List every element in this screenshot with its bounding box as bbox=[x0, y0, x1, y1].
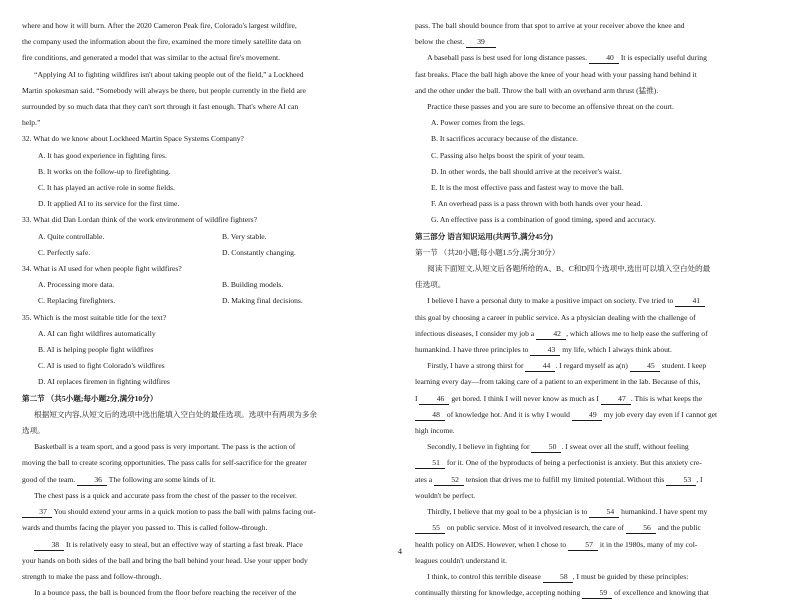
right-column bbox=[415, 18, 787, 601]
text-line: The chest pass is a quick and accurate pass from the chest of the passer to the receiver. bbox=[34, 490, 297, 500]
text-line: Basketball is a team sport, and a good pass is very important. The pass is the action of bbox=[34, 442, 296, 452]
choice-option: F. An overhead pass is a pass thrown with both hands over your head. bbox=[431, 199, 643, 209]
passage-paragraph bbox=[22, 537, 394, 586]
text-line: get bored. I think I will never know as much as I bbox=[449, 393, 601, 403]
question-stem: 35. Which is the most suitable title for the text? bbox=[22, 312, 167, 322]
cloze-paragraph bbox=[415, 293, 787, 358]
page-number: 4 bbox=[398, 547, 402, 556]
text-line: where and how it will burn. After the 2020 Cameron Peak fire, Colorado's largest wildfire, bbox=[22, 21, 297, 30]
text-line: this goal by choosing a career in public service. As a physician dealing with the challenge of bbox=[415, 312, 696, 322]
left-column bbox=[22, 18, 394, 601]
answer-blank[interactable]: 54 bbox=[589, 506, 619, 518]
text-line: and the public bbox=[655, 523, 701, 533]
text-line: help.” bbox=[22, 118, 41, 128]
text-line: below the chest. bbox=[415, 37, 467, 47]
question-32 bbox=[22, 131, 394, 212]
answer-blank[interactable]: 46 bbox=[419, 393, 449, 405]
text-line: humankind. I have three principles to bbox=[415, 345, 531, 355]
answer-option: A. Quite controllable. bbox=[38, 231, 105, 241]
text-line: pass. The ball should bounce from that spot to arrive at your receiver above the knee and bbox=[415, 21, 685, 30]
text-line: I believe I have a personal duty to make a positive impact on society. I've tried to bbox=[427, 296, 676, 306]
text-line: It is especially useful during bbox=[618, 53, 707, 63]
choice-option: C. Passing also helps boost the spirit of your team. bbox=[431, 150, 585, 160]
answer-blank[interactable]: 40 bbox=[589, 52, 619, 64]
question-stem: 33. What did Dan Lordan think of the work environment of wildfire fighters? bbox=[22, 215, 257, 225]
choice-option: E. It is the most effective pass and fastest way to move the ball. bbox=[431, 183, 624, 193]
text-line: I bbox=[415, 393, 420, 403]
answer-option: B. Very stable. bbox=[222, 231, 267, 241]
reading-paragraph bbox=[22, 18, 394, 67]
section-subheading: 第一节 （共20小题;每小题1.5分,满分30分） bbox=[415, 247, 560, 257]
text-line: Thirdly, I believe that my goal to be a physician is to bbox=[427, 507, 590, 517]
answer-option: D. Constantly changing. bbox=[222, 247, 296, 257]
answer-blank[interactable]: 51 bbox=[415, 457, 445, 469]
text-line: moving the ball to create scoring opportunities. The pass calls for self-sacrifice for the greater bbox=[22, 458, 307, 468]
question-35 bbox=[22, 310, 394, 391]
answer-option: A. AI can fight wildfires automatically bbox=[38, 328, 156, 338]
question-stem: 34. What is AI used for when people fight wildfires? bbox=[22, 264, 182, 274]
answer-blank[interactable]: 45 bbox=[630, 360, 660, 372]
text-line: You should extend your arms in a quick motion to pass the ball with palms facing out- bbox=[52, 507, 316, 517]
answer-option: A. It has good experience in fighting fires. bbox=[38, 150, 167, 160]
text-line: leagues couldn't understand it. bbox=[415, 555, 508, 565]
text-line: Firstly, I have a strong thirst for bbox=[427, 361, 526, 371]
answer-blank[interactable]: 57 bbox=[568, 539, 598, 551]
answer-blank[interactable]: 47 bbox=[601, 393, 631, 405]
answer-blank[interactable]: 38 bbox=[34, 539, 64, 551]
text-line: 阅读下面短文,从短文后各题所给的A、B、C和D四个选项中,选出可以填入空白处的最 bbox=[427, 264, 711, 274]
section-heading: 第二节 （共5小题;每小题2分,满分10分） bbox=[22, 393, 158, 403]
text-line: wards and thumbs facing the player you passed to. This is called follow-through. bbox=[22, 523, 268, 533]
text-line: learning every day—from taking care of a patient to an experiment in the lab. Because of this, bbox=[415, 377, 701, 387]
question-33 bbox=[22, 212, 394, 261]
text-line: for it. One of the byproducts of being a perfectionist is anxiety. But this anxiety cre- bbox=[445, 458, 702, 468]
text-line: infectious diseases, I consider my job a bbox=[415, 328, 537, 338]
text-line: It is relatively easy to steal, but an effective way of starting a fast break. Place bbox=[64, 539, 303, 549]
answer-blank[interactable]: 52 bbox=[434, 474, 464, 486]
answer-blank[interactable]: 41 bbox=[675, 295, 705, 307]
part-heading: 第三部分 语言知识运用(共两节,满分45分) bbox=[415, 231, 553, 241]
answer-option: D. AI replaces firemen in fighting wildfires bbox=[38, 377, 170, 387]
answer-option: D. Making final decisions. bbox=[222, 296, 303, 306]
answer-blank[interactable]: 37 bbox=[22, 506, 52, 518]
passage-paragraph bbox=[22, 439, 394, 488]
text-line: my job every day even if I cannot get bbox=[601, 409, 718, 419]
text-line: . I regard myself as a(n) bbox=[555, 361, 630, 371]
answer-option: B. AI is helping people fight wildfires bbox=[38, 345, 154, 355]
answer-blank[interactable]: 49 bbox=[572, 409, 602, 421]
answer-option: D. It applied AI to its service for the first time. bbox=[38, 199, 180, 209]
text-line: and the other under the ball. Throw the ball with an overhand arm thrust (猛推). bbox=[415, 85, 659, 95]
text-line: A baseball pass is best used for long distance passes. bbox=[427, 53, 589, 63]
passage-paragraph: Practice these passes and you are sure to become an offensive threat on the court. bbox=[427, 102, 674, 112]
text-line: on public service. Most of it involved research, the care of bbox=[445, 523, 626, 533]
text-line: high income. bbox=[415, 426, 455, 436]
answer-option: C. Perfectly safe. bbox=[38, 247, 91, 257]
answer-blank[interactable]: 50 bbox=[531, 441, 561, 453]
text-line: “Applying AI to fighting wildfires isn't about taking people out of the field,” a Lockheed bbox=[34, 69, 304, 79]
text-line: wouldn't be perfect. bbox=[415, 490, 476, 500]
answer-blank[interactable]: 58 bbox=[543, 571, 573, 583]
text-line: your hands on both sides of the ball and bring the ball behind your head. Use your upper body bbox=[22, 555, 308, 565]
answer-blank[interactable]: 59 bbox=[582, 587, 612, 599]
text-line: , which allows me to help ease the suffering of bbox=[566, 328, 708, 338]
passage-paragraph bbox=[415, 18, 787, 50]
text-line: 佳选项。 bbox=[415, 280, 446, 290]
answer-option: C. It has played an active role in some fields. bbox=[38, 183, 175, 193]
text-line: strength to make the pass and follow-through. bbox=[22, 571, 162, 581]
answer-option: B. It works on the follow-up to firefighting. bbox=[38, 166, 171, 176]
text-line: 选项。 bbox=[22, 426, 45, 436]
question-34 bbox=[22, 261, 394, 310]
text-line: of excellence and knowing that bbox=[612, 588, 710, 598]
answer-option: B. Building models. bbox=[222, 280, 284, 290]
passage-paragraph bbox=[22, 488, 394, 537]
answer-blank[interactable]: 48 bbox=[415, 409, 445, 421]
answer-option: C. AI is used to fight Colorado's wildfires bbox=[38, 361, 165, 371]
text-line: my life, which I always think about. bbox=[560, 345, 672, 355]
text-line: good of the team. bbox=[22, 474, 78, 484]
text-line: The following are some kinds of it. bbox=[107, 474, 216, 484]
answer-blank[interactable]: 44 bbox=[525, 360, 555, 372]
text-line: continually thirsting for knowledge, accepting nothing bbox=[415, 588, 583, 598]
passage-paragraph bbox=[22, 585, 394, 601]
section-instructions bbox=[22, 407, 394, 439]
choice-option: G. An effective pass is a combination of good timing, speed and accuracy. bbox=[431, 215, 656, 225]
cloze-paragraph bbox=[415, 504, 787, 569]
text-line: the company used the information about the fire, examined the more timely satellite data on bbox=[22, 37, 301, 47]
passage-paragraph bbox=[415, 50, 787, 99]
text-line: Martin spokesman said. “Somebody will always be there, but people currently in the field are bbox=[22, 85, 306, 95]
text-line: fire conditions, and generated a model that was similar to the actual fire's movement. bbox=[22, 53, 280, 63]
cloze-paragraph bbox=[415, 569, 787, 601]
text-line: , I bbox=[696, 474, 703, 484]
answer-blank[interactable]: 39 bbox=[466, 36, 496, 48]
text-line: In a bounce pass, the ball is bounced from the floor before reaching the receiver of the bbox=[34, 588, 297, 598]
question-stem: 32. What do we know about Lockheed Martin Space Systems Company? bbox=[22, 134, 244, 144]
answer-blank[interactable]: 43 bbox=[530, 344, 560, 356]
text-line: student. I keep bbox=[659, 361, 707, 371]
choice-option: D. In other words, the ball should arrive at the receiver's waist. bbox=[431, 166, 622, 176]
answer-blank[interactable]: 36 bbox=[77, 474, 107, 486]
cloze-paragraph bbox=[415, 358, 787, 439]
choice-option: B. It sacrifices accuracy because of the distance. bbox=[431, 134, 578, 144]
choice-option: A. Power comes from the legs. bbox=[431, 118, 525, 128]
text-line: it in the 1980s, many of my col- bbox=[598, 539, 698, 549]
answer-blank[interactable]: 53 bbox=[666, 474, 696, 486]
text-line: health policy on AIDS. However, when I chose to bbox=[415, 539, 569, 549]
text-line: of knowledge hot. And it is why I would bbox=[445, 409, 572, 419]
text-line: . This is what keeps the bbox=[630, 393, 703, 403]
answer-option: C. Replacing firefighters. bbox=[38, 296, 116, 306]
cloze-paragraph bbox=[415, 439, 787, 504]
text-line: Secondly, I believe in fighting for bbox=[427, 442, 532, 452]
text-line: , I must be guided by these principles: bbox=[572, 571, 689, 581]
section-instructions bbox=[415, 261, 787, 293]
answer-option: A. Processing more data. bbox=[38, 280, 115, 290]
text-line: . I sweat over all the stuff, without feeling bbox=[561, 442, 689, 452]
answer-blank[interactable]: 56 bbox=[626, 522, 656, 534]
text-line: fast breaks. Place the ball high above the knee of your head with your passing hand behind it bbox=[415, 69, 697, 79]
answer-blank[interactable]: 42 bbox=[536, 328, 566, 340]
text-line: I think, to control this terrible disease bbox=[427, 571, 543, 581]
text-line: ates a bbox=[415, 474, 434, 484]
text-line: tension that drives me to fulfill my limited potential. Without this bbox=[463, 474, 667, 484]
text-line: 根据短文内容,从短文后的选项中选出能填入空白处的最佳选项。选项中有两项为多余 bbox=[34, 409, 318, 419]
answer-blank[interactable]: 55 bbox=[415, 522, 445, 534]
text-line: surrounded by so much data that they can't sort through it fast enough. That's where AI can bbox=[22, 102, 299, 112]
text-line: humankind. I have spent my bbox=[619, 507, 708, 517]
reading-paragraph bbox=[22, 67, 394, 132]
choice-list bbox=[415, 115, 787, 228]
